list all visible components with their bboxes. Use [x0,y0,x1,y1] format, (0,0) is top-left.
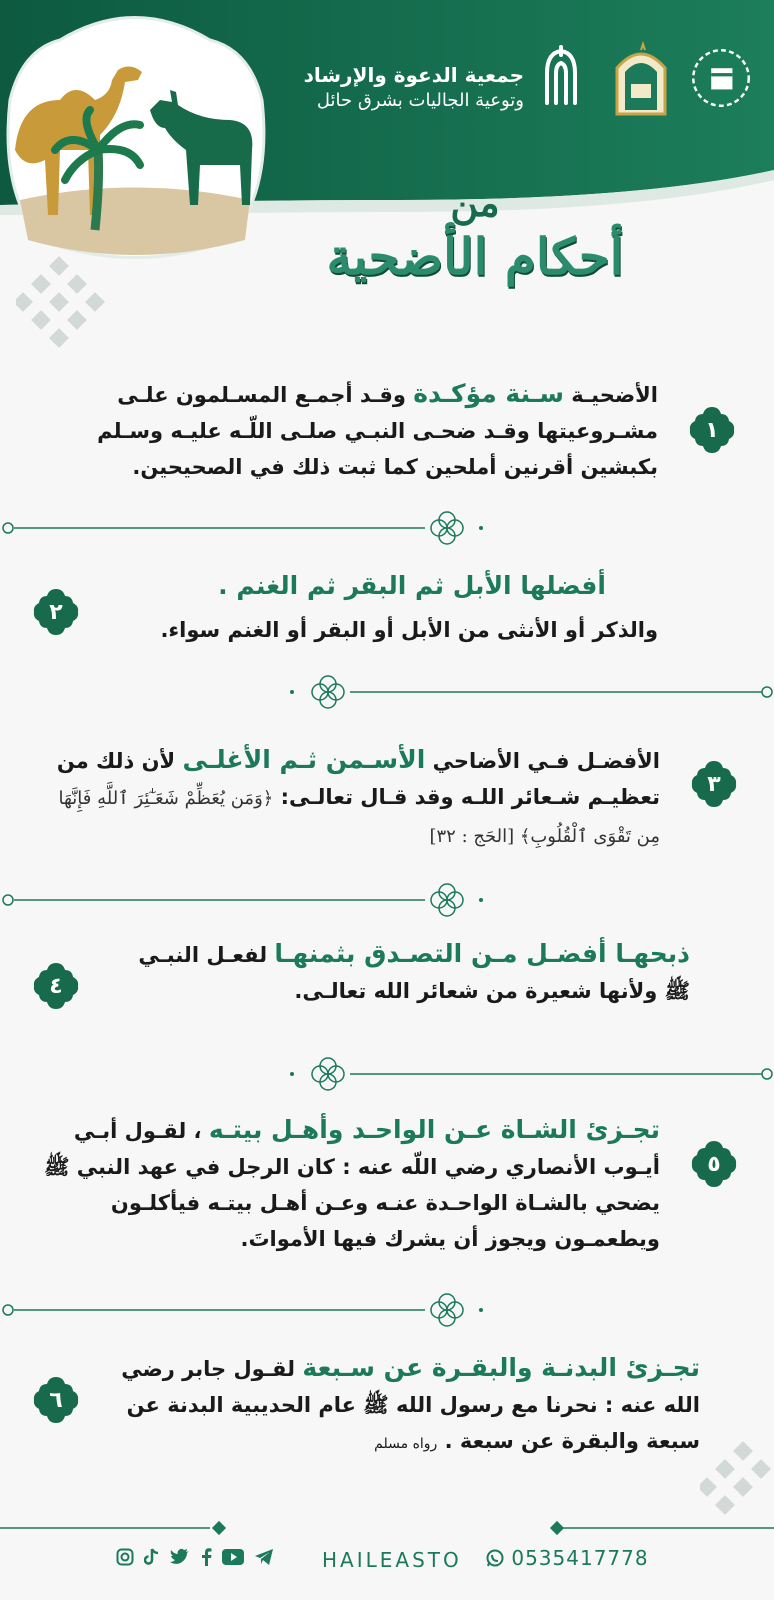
divider-2 [0,672,774,712]
footer-divider [0,1508,774,1548]
section-number-5: ٥ [707,1151,721,1177]
title-main: أحكام الأضحية [326,227,624,286]
section-1-highlight: سـنة مؤكـدة [413,379,564,408]
section-3-text [30,742,660,855]
divider-4 [0,1054,774,1094]
section-badge-6 [32,1376,80,1424]
section-6-text [100,1350,700,1462]
divider-1 [0,508,774,548]
section-5-part-b: ، لقـول أبـي أيـوب الأنصاري رضي اللّه عنه : كان الرجل في عهد النبي ﷺ يضحي بالشـاة الواحـدة عنـه وعـن أهـل بيتـه فيأكلـون ويطعمـون ويجوز أن يشرك فيها الأمواتَ. [44,1119,660,1251]
logo-group [530,38,752,118]
section-4-part-b: لفعـل النبـي ﷺ ولأنها شعيرة من شعائر الله تعالـى. [138,943,690,1003]
instagram-icon[interactable] [116,1548,134,1571]
social-links [116,1548,274,1571]
section-6-source: رواه مسلم [374,1436,438,1452]
org-logo-icon [530,38,592,118]
section-1-part-b: وقـد أجمـع المسـلمون علـى مشـروعيتها وقـد ضحـى النبـي صلـى اللّـه عليـه وسـلم بكبشين أقرنين أملحين كما ثبت ذلك في الصحيحين. [97,383,658,479]
org-name-line2: وتوعية الجاليات بشرق حائل [316,90,524,111]
whatsapp-icon [486,1546,511,1570]
social-handle[interactable]: HAILEASTO [322,1548,462,1572]
section-badge-3 [690,760,738,808]
section-2-body: والذكر أو الأنثى من الأبل أو البقر أو الغنم سواء. [160,618,658,642]
section-2-text [110,568,658,648]
section-badge-5 [690,1140,738,1188]
org-name-line1: جمعية الدعوة والإرشاد [303,63,524,87]
section-4-text [110,936,690,1009]
section-3-highlight: الأسـمن ثـم الأغلـى [182,745,426,774]
section-number-6: ٦ [49,1387,63,1413]
section-badge-2 [32,588,80,636]
phone-number-text: 0535417778 [511,1546,649,1570]
phone-number[interactable] [486,1546,649,1570]
section-5-text [30,1112,660,1257]
section-badge-4 [32,962,80,1010]
twitter-icon[interactable] [170,1548,190,1571]
section-3-part-a: الأفضـل فـي الأضاحي [425,749,660,773]
section-5-highlight: تجـزئ الشـاة عـن الواحـد وأهـل بيتـه [208,1115,660,1144]
decorative-diamonds [16,255,106,365]
section-1-part-a: الأضحيـة [563,383,658,407]
section-6-part-b: لقـول جابر رضي الله عنه : نحرنا مع رسول الله ﷺ عام الحديبية البدنة عن سبعة والبقرة عن سبعة . [121,1357,700,1453]
facebook-icon[interactable] [200,1548,212,1571]
livestock-illustration [0,0,270,270]
tiktok-icon[interactable] [144,1548,160,1571]
section-number-2: ٢ [49,599,63,625]
section-4-highlight: ذبحهـا أفضـل مـن التصـدق بثمنهـا [274,939,690,968]
divider-3 [0,880,774,920]
organization-name [304,62,524,114]
youtube-icon[interactable] [222,1549,244,1570]
section-badge-1 [688,406,736,454]
divider-5 [0,1290,774,1330]
section-number-3: ٣ [707,771,721,797]
section-number-1: ١ [705,417,719,443]
title-prefix: من [450,180,500,225]
section-6-highlight: تجـزئ البدنـة والبقـرة عن سـبعة [302,1353,700,1382]
section-2-heading: أفضلها الأبل ثم البقر ثم الغنم . [218,571,606,600]
section-3-part-b: لأن ذلك من تعظيـم شـعائر اللـه وقد قـال تعالـى: [56,749,660,809]
ministry-logo-icon [610,38,672,118]
kaaba-logo-icon [690,38,752,118]
quran-verse: ﴿وَمَن يُعَظِّمْ شَعَـٰٓئِرَ ٱللَّهِ فَإِنَّهَا مِن تَقْوَى ٱلْقُلُوبِ﴾ [الحَج : ٣٢] [58,788,660,847]
section-number-4: ٤ [49,973,63,999]
section-1-text [30,376,658,485]
telegram-icon[interactable] [254,1548,274,1571]
page-title [290,180,660,288]
